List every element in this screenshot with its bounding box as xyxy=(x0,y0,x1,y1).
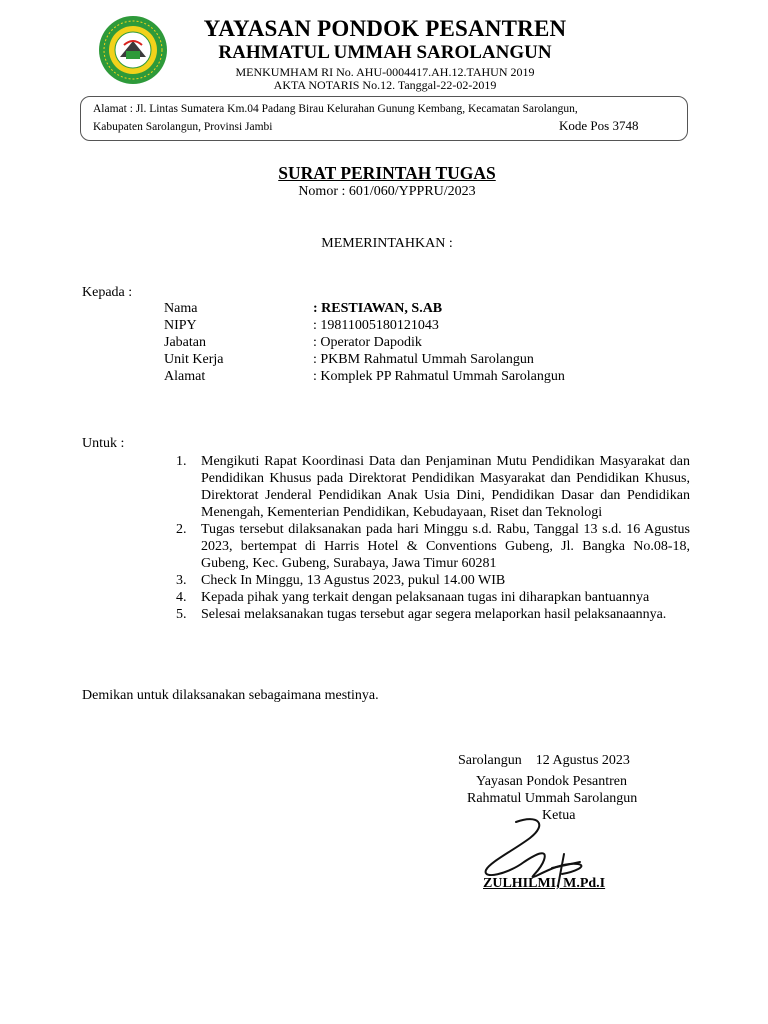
field-value-position: : Operator Dapodik xyxy=(313,335,422,350)
field-value-nipy: : 19811005180121043 xyxy=(313,318,439,333)
field-label: NIPY xyxy=(164,318,197,333)
place-date: Sarolangun 12 Agustus 2023 xyxy=(458,753,630,768)
field-value-name: : RESTIAWAN, S.AB xyxy=(313,301,443,316)
letter-number: Nomor : 601/060/YPPRU/2023 xyxy=(298,184,476,199)
command-heading: MEMERINTAHKAN : xyxy=(321,236,453,251)
postal-code: Kode Pos 3748 xyxy=(559,118,639,133)
for-label: Untuk : xyxy=(82,436,125,451)
address-box xyxy=(80,96,688,141)
letter-title: SURAT PERINTAH TUGAS xyxy=(278,163,496,183)
field-value-unit: : PKBM Rahmatul Ummah Sarolangun xyxy=(313,352,534,367)
item-text: Kepada pihak yang terkait dengan pelaksanaan tugas ini diharapkan bantuannya xyxy=(201,590,650,605)
address-line1: Alamat : Jl. Lintas Sumatera Km.04 Padang Birau Kelurahan Gunung Kembang, Kecamatan Sarolangun, xyxy=(93,103,578,115)
item-number: 5. xyxy=(176,607,187,622)
list-item xyxy=(176,521,690,572)
task-list xyxy=(176,453,690,623)
list-item xyxy=(176,453,690,521)
field-label: Jabatan xyxy=(164,335,206,350)
item-text: Check In Minggu, 13 Agustus 2023, pukul 14.00 WIB xyxy=(201,573,506,588)
signatory-name: ZULHILMI, M.Pd.I xyxy=(483,876,606,891)
closing-statement: Demikan untuk dilaksanakan sebagaimana mestinya. xyxy=(82,688,379,703)
item-number: 1. xyxy=(176,454,187,469)
signatory-org-line1: Yayasan Pondok Pesantren xyxy=(476,774,628,789)
list-item xyxy=(176,606,690,623)
to-label: Kepada : xyxy=(82,285,133,300)
foundation-logo xyxy=(98,15,168,85)
org-name-line2: RAHMATUL UMMAH SAROLANGUN xyxy=(218,42,552,63)
item-number: 4. xyxy=(176,590,187,605)
address-line2: Kabupaten Sarolangun, Provinsi Jambi xyxy=(93,121,273,133)
item-text: Mengikuti Rapat Koordinasi Data dan Penjaminan Mutu Pendidikan Masyarakat dan Pendidikan Khusus pada Direktorat Pendidikan Masyarakat dan Pendidikan Khusus, Direktorat Jenderal Pendidikan Anak Usia Dini, Pendidikan Dasar dan Pendidikan Menengah, Kementerian Pendidikan, Kebudayaan, Riset dan Teknologi xyxy=(201,454,690,520)
legal-registration: MENKUMHAM RI No. AHU-0004417.AH.12.TAHUN 2019 xyxy=(235,65,535,79)
item-number: 3. xyxy=(176,573,187,588)
item-number: 2. xyxy=(176,522,187,537)
field-label: Unit Kerja xyxy=(164,352,224,367)
org-name-line1: YAYASAN PONDOK PESANTREN xyxy=(203,16,567,41)
field-label: Alamat xyxy=(164,369,206,384)
list-item xyxy=(176,589,690,606)
item-text: Tugas tersebut dilaksanakan pada hari Minggu s.d. Rabu, Tanggal 13 s.d. 16 Agustus 2023, bertempat di Harris Hotel & Conventions Gubeng, Jl. Bangka No.08-18, Gubeng, Kec. Gubeng, Surabaya, Jawa Timur 60281 xyxy=(201,522,690,571)
list-item xyxy=(176,572,690,589)
notary-deed: AKTA NOTARIS No.12. Tanggal-22-02-2019 xyxy=(273,78,497,92)
field-value-address: : Komplek PP Rahmatul Ummah Sarolangun xyxy=(313,369,565,384)
field-label: Nama xyxy=(164,301,198,316)
signatory-org-line2: Rahmatul Ummah Sarolangun xyxy=(467,791,638,806)
signatory-role: Ketua xyxy=(542,808,576,823)
item-text: Selesai melaksanakan tugas tersebut agar segera melaporkan hasil pelaksanaannya. xyxy=(201,607,667,622)
